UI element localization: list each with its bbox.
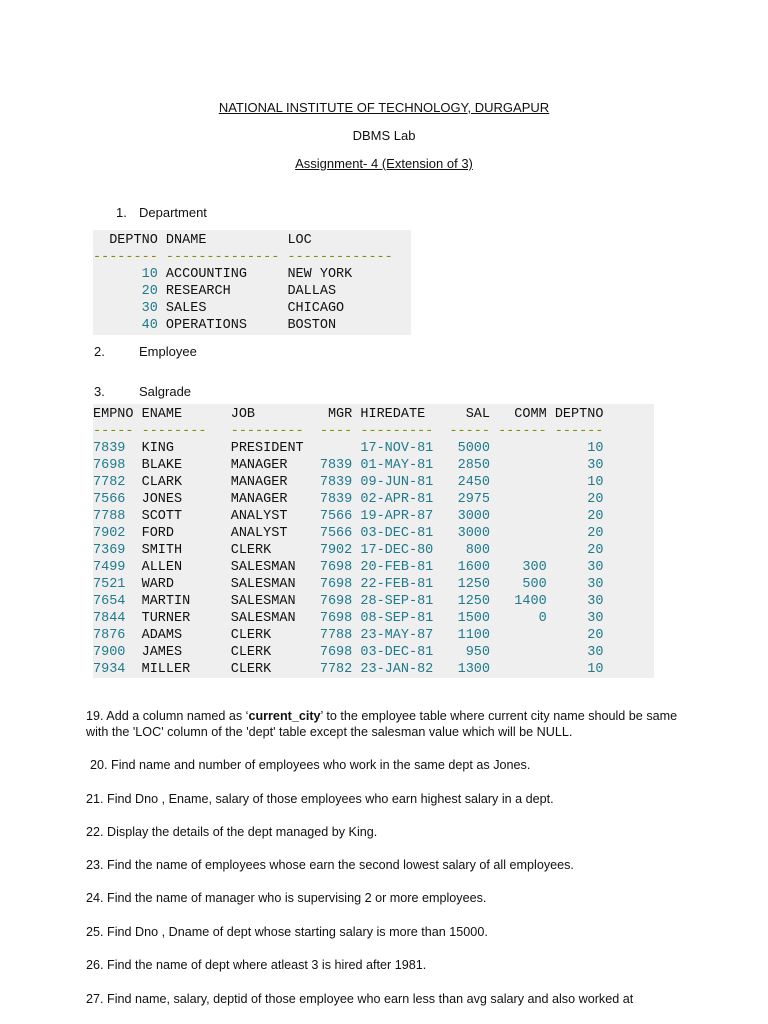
emp-cell: 20: [554, 492, 604, 507]
emp-cell: JONES: [141, 492, 231, 507]
emp-cell: 7900: [93, 645, 142, 660]
emp-cell: 03-DEC-81: [360, 645, 450, 660]
emp-cell: SALESMAN: [230, 560, 320, 575]
dept-row: [93, 283, 411, 300]
emp-cell: 7566: [319, 509, 361, 524]
emp-cell: [498, 628, 555, 643]
institute-title: NATIONAL INSTITUTE OF TECHNOLOGY, DURGAPUR: [218, 100, 550, 115]
emp-row: [93, 457, 654, 474]
question-23: 23. Find the name of employees whose earn the second lowest salary of all employees.: [86, 858, 574, 872]
emp-cell: PRESIDENT: [230, 441, 320, 456]
emp-cell: 17-NOV-81: [360, 441, 450, 456]
section-3-title: Salgrade: [139, 384, 192, 399]
dept-cell: SALES: [165, 301, 288, 316]
emp-header-cell: COMM: [498, 407, 555, 422]
emp-cell: 19-APR-87: [360, 509, 450, 524]
emp-cell: 7698: [319, 645, 361, 660]
emp-cell: 1600: [449, 560, 499, 575]
emp-cell: 10: [554, 441, 604, 456]
question-22: 22. Display the details of the dept managed by King.: [86, 825, 378, 839]
emp-cell: 20: [554, 526, 604, 541]
emp-cell: 30: [554, 611, 604, 626]
emp-cell: 10: [554, 475, 604, 490]
dept-cell: ACCOUNTING: [165, 267, 288, 282]
emp-cell: 17-DEC-80: [360, 543, 450, 558]
emp-cell: MANAGER: [230, 492, 320, 507]
emp-row: [93, 474, 654, 491]
emp-row: [93, 644, 654, 661]
section-2-title: Employee: [139, 344, 197, 359]
emp-cell: 7902: [319, 543, 361, 558]
section-1-title: Department: [139, 205, 207, 220]
emp-cell: CLERK: [230, 645, 320, 660]
emp-cell: 7654: [93, 594, 142, 609]
emp-row: [93, 491, 654, 508]
emp-cell: 23-JAN-82: [360, 662, 450, 677]
emp-cell: 3000: [449, 526, 499, 541]
emp-cell: CLERK: [230, 628, 320, 643]
emp-cell: [498, 543, 555, 558]
emp-cell: MILLER: [141, 662, 231, 677]
emp-cell: 7698: [319, 611, 361, 626]
emp-cell: CLERK: [230, 662, 320, 677]
dept-header-row: [93, 232, 411, 249]
emp-row: [93, 627, 654, 644]
emp-cell: 10: [554, 662, 604, 677]
emp-cell: 1300: [449, 662, 499, 677]
emp-cell: KING: [141, 441, 231, 456]
emp-cell: 0: [498, 611, 555, 626]
emp-header-row: [93, 406, 654, 423]
emp-cell: 7934: [93, 662, 142, 677]
emp-cell: 2450: [449, 475, 499, 490]
emp-cell: [320, 441, 361, 456]
emp-row: [93, 440, 654, 457]
emp-cell: 500: [498, 577, 555, 592]
emp-cell: ANALYST: [230, 509, 320, 524]
emp-cell: 02-APR-81: [360, 492, 450, 507]
question-21: 21. Find Dno , Ename, salary of those employees who earn highest salary in a dept.: [86, 792, 554, 806]
emp-cell: ANALYST: [230, 526, 320, 541]
question-25: 25. Find Dno , Dname of dept whose starting salary is more than 15000.: [86, 925, 488, 939]
emp-cell: 09-JUN-81: [360, 475, 450, 490]
emp-row: [93, 559, 654, 576]
emp-cell: TURNER: [141, 611, 231, 626]
dept-cell: CHICAGO: [287, 301, 393, 316]
emp-cell: 7902: [93, 526, 142, 541]
emp-cell: SCOTT: [141, 509, 231, 524]
emp-cell: 300: [498, 560, 555, 575]
emp-cell: 28-SEP-81: [360, 594, 450, 609]
emp-cell: 7566: [93, 492, 142, 507]
emp-cell: SALESMAN: [230, 594, 320, 609]
emp-cell: 2850: [449, 458, 499, 473]
dept-cell: 10: [93, 267, 166, 282]
emp-cell: 7839: [319, 475, 361, 490]
emp-cell: 7788: [93, 509, 142, 524]
emp-cell: 20: [554, 509, 604, 524]
emp-cell: BLAKE: [141, 458, 231, 473]
emp-row: [93, 508, 654, 525]
emp-cell: 7839: [93, 441, 142, 456]
emp-cell: 7839: [319, 458, 361, 473]
emp-cell: [498, 526, 555, 541]
emp-cell: 5000: [449, 441, 499, 456]
dept-cell: BOSTON: [287, 318, 393, 333]
emp-cell: 7369: [93, 543, 142, 558]
emp-cell: 950: [449, 645, 499, 660]
dept-cell: 30: [93, 301, 166, 316]
emp-cell: MANAGER: [230, 475, 320, 490]
emp-cell: 30: [554, 458, 604, 473]
emp-header-cell: SAL: [449, 407, 499, 422]
emp-separator-row: ----- -------- --------- ---- --------- ----- ------ ------: [93, 424, 604, 439]
emp-header-cell: EMPNO: [93, 407, 142, 422]
emp-cell: [498, 645, 555, 660]
question-20: 20. Find name and number of employees who work in the same dept as Jones.: [90, 758, 531, 772]
question-24: 24. Find the name of manager who is supervising 2 or more employees.: [86, 891, 487, 905]
dept-cell: OPERATIONS: [165, 318, 288, 333]
emp-cell: 30: [554, 560, 604, 575]
emp-cell: [498, 458, 555, 473]
emp-row: [93, 525, 654, 542]
emp-cell: WARD: [141, 577, 231, 592]
emp-cell: [498, 441, 555, 456]
emp-cell: [498, 492, 555, 507]
emp-cell: 23-MAY-87: [360, 628, 450, 643]
emp-cell: 08-SEP-81: [360, 611, 450, 626]
emp-cell: 7566: [319, 526, 361, 541]
emp-cell: 7499: [93, 560, 142, 575]
question-27: 27. Find name, salary, deptid of those employee who earn less than avg salary and also worked at: [86, 992, 634, 1006]
emp-cell: 800: [449, 543, 499, 558]
emp-cell: 1500: [449, 611, 499, 626]
emp-cell: 7698: [93, 458, 142, 473]
employee-table: [93, 404, 654, 678]
emp-cell: 7844: [93, 611, 142, 626]
emp-cell: 1250: [449, 577, 499, 592]
emp-cell: 2975: [449, 492, 499, 507]
dept-row: [93, 266, 411, 283]
dept-header-cell: DNAME: [165, 233, 288, 248]
emp-cell: 20: [554, 543, 604, 558]
section-1-number: 1.: [116, 205, 127, 220]
emp-cell: 1250: [449, 594, 499, 609]
emp-cell: 30: [554, 594, 604, 609]
dept-row: [93, 300, 411, 317]
emp-cell: ADAMS: [141, 628, 231, 643]
emp-row: [93, 661, 654, 678]
emp-header-cell: ENAME: [141, 407, 231, 422]
dept-table: [93, 230, 411, 335]
dept-row: [93, 317, 411, 334]
emp-cell: 3000: [449, 509, 499, 524]
dept-cell: DALLAS: [287, 284, 393, 299]
emp-cell: 01-MAY-81: [360, 458, 450, 473]
dept-cell: 40: [93, 318, 166, 333]
emp-row: [93, 610, 654, 627]
emp-cell: 1400: [498, 594, 555, 609]
emp-cell: CLERK: [230, 543, 320, 558]
emp-cell: 7521: [93, 577, 142, 592]
emp-cell: 7839: [319, 492, 361, 507]
emp-cell: ALLEN: [141, 560, 231, 575]
dept-header-cell: DEPTNO: [93, 233, 166, 248]
emp-cell: SALESMAN: [230, 577, 320, 592]
emp-header-cell: JOB: [230, 407, 320, 422]
section-2-number: 2.: [94, 344, 105, 359]
dept-separator-row: -------- -------------- -------------: [93, 250, 393, 265]
emp-cell: 7876: [93, 628, 142, 643]
dept-cell: NEW YORK: [287, 267, 393, 282]
emp-cell: FORD: [141, 526, 231, 541]
emp-cell: 03-DEC-81: [360, 526, 450, 541]
emp-cell: 1100: [449, 628, 499, 643]
emp-row: [93, 542, 654, 559]
emp-header-cell: HIREDATE: [360, 407, 450, 422]
emp-cell: 22-FEB-81: [360, 577, 450, 592]
emp-cell: [498, 662, 555, 677]
emp-cell: 7698: [319, 560, 361, 575]
assignment-title: Assignment- 4 (Extension of 3): [295, 156, 473, 171]
emp-header-cell: MGR: [319, 407, 361, 422]
emp-cell: 7698: [319, 577, 361, 592]
emp-cell: MANAGER: [230, 458, 320, 473]
course-title: DBMS Lab: [352, 128, 416, 143]
emp-row: [93, 593, 654, 610]
emp-cell: 7698: [319, 594, 361, 609]
section-3-number: 3.: [94, 384, 105, 399]
emp-cell: [498, 475, 555, 490]
question-26: 26. Find the name of dept where atleast 3 is hired after 1981.: [86, 958, 427, 972]
emp-header-cell: DEPTNO: [554, 407, 604, 422]
emp-cell: 20-FEB-81: [360, 560, 450, 575]
dept-cell: 20: [93, 284, 166, 299]
emp-cell: CLARK: [141, 475, 231, 490]
emp-cell: MARTIN: [141, 594, 231, 609]
emp-cell: 30: [554, 645, 604, 660]
emp-cell: SMITH: [141, 543, 231, 558]
emp-cell: 7782: [319, 662, 361, 677]
emp-cell: [498, 509, 555, 524]
dept-header-cell: LOC: [287, 233, 393, 248]
question-19: 19. Add a column named as ‘current_city’ to the employee table where current city name should be same with the 'LOC' column of the 'dept' table except the salesman value which will be NULL.: [86, 709, 678, 739]
emp-cell: SALESMAN: [230, 611, 320, 626]
emp-cell: JAMES: [141, 645, 231, 660]
emp-row: [93, 576, 654, 593]
dept-cell: RESEARCH: [165, 284, 288, 299]
emp-cell: 30: [554, 577, 604, 592]
emp-cell: 7782: [93, 475, 142, 490]
emp-cell: 7788: [319, 628, 361, 643]
emp-cell: 20: [554, 628, 604, 643]
